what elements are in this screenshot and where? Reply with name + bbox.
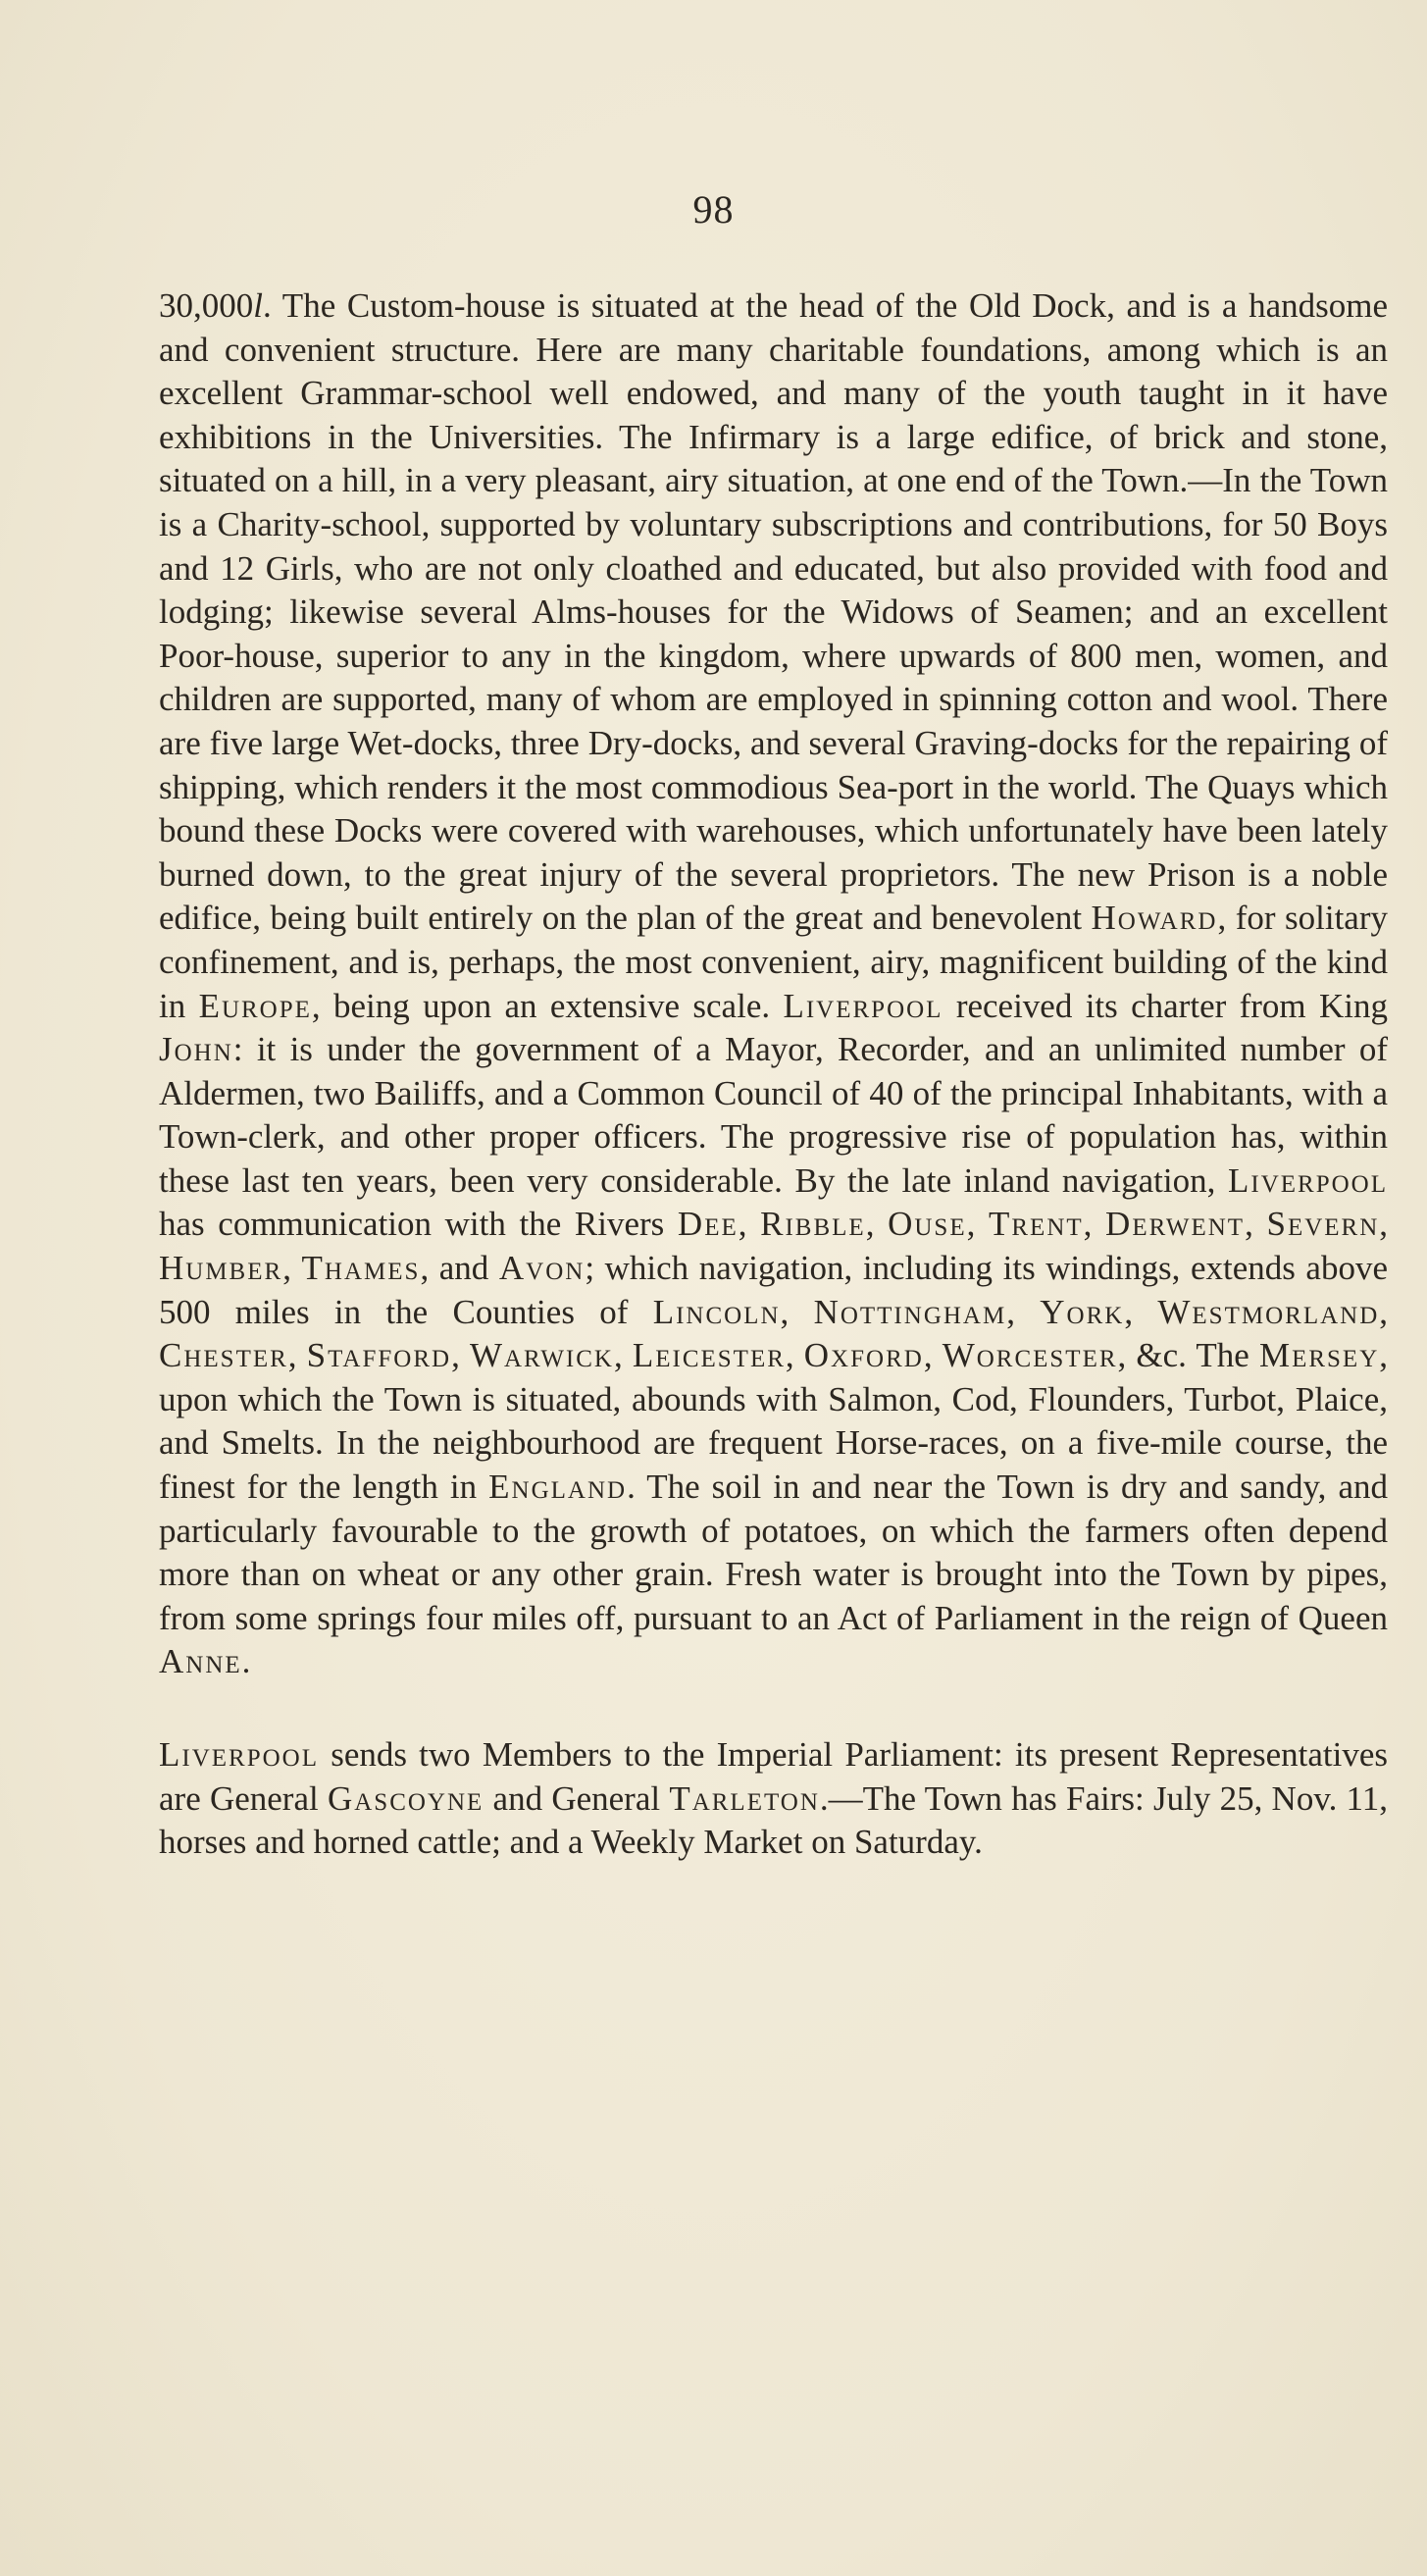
text-run: ,	[923, 1336, 943, 1375]
text-run: Gascoyne	[327, 1778, 484, 1818]
paragraph-1	[159, 284, 1388, 1684]
text-run: ,	[1124, 1292, 1158, 1331]
text-run: Trent	[989, 1205, 1084, 1244]
text-run: Lincoln	[652, 1292, 781, 1331]
text-run: Derwent	[1105, 1205, 1246, 1244]
text-run: Leicester	[632, 1336, 786, 1375]
text-run: Liverpool	[1228, 1160, 1388, 1200]
text-run: ,	[1083, 1205, 1106, 1244]
text-run: ,	[1006, 1292, 1041, 1331]
text-run: Europe	[198, 986, 312, 1025]
text-run: Liverpool	[159, 1735, 319, 1774]
text-run: John	[159, 1030, 233, 1069]
text-run: England	[488, 1468, 628, 1507]
text-run: ,	[1245, 1205, 1267, 1244]
text-run: . The Custom-house is situated at the head of the Old Dock, and is a handsome and convenient structure. Here are many charitable foundations, among which is an excellent Grammar-school well endowed, and many of the youth taught in it have exhibitions in the Universities. The Infirmary is a large edifice, of brick and stone, situated on a hill, in a very pleasant, airy situation, at one end of the Town.—In the Town is a Charity-school, supported by voluntary subscriptions and contributions, for 50 Boys and 12 Girls, who are not only cloathed and educated, but also provided with food and lodging; likewise several Alms-houses for the Widows of Seamen; and an excellent Poor-house, superior to any in the kingdom, where upwards of 800 men, women, and children are supported, many of whom are employed in spinning cotton and wool. There are five large Wet-docks, three Dry-docks, and several Graving-docks for the repairing of shipping, which renders it the most commodious Sea-port in the world. The Quays which bound these Docks were covered with warehouses, which unfortunately have been lately burned down, to the great injury of the several proprietors. The new Prison is a noble edifice, being built entirely on the plan of the great and benevolent	[159, 286, 1388, 938]
text-run: sends two Members to the Imperial Parliament: its present Representatives are General	[159, 1735, 1388, 1818]
text-run: Ouse	[888, 1205, 967, 1244]
text-run: ,	[865, 1205, 889, 1244]
text-run: ,	[966, 1205, 989, 1244]
text-run: Severn	[1266, 1205, 1380, 1244]
text-run: : it is under the government of a Mayor, Recorder, and an unlimited number of Aldermen, two Bailiffs, and a Common Council of 40 of the principal Inhabitants, with a Town-clerk, and other proper officers. The progressive rise of population has, within these last ten years, been very considerable. By the late inland navigation,	[159, 1030, 1388, 1200]
text-run: Nottingham	[813, 1292, 1007, 1331]
text-run: Mersey	[1258, 1336, 1380, 1375]
text-run: Howard	[1091, 899, 1218, 938]
text-run: Thames	[301, 1249, 421, 1288]
text-run: received its charter from King	[943, 986, 1388, 1025]
text-run: Dee	[677, 1205, 739, 1244]
text-run: Chester	[159, 1336, 288, 1375]
text-run: ; which navigation, including its windings, extends above 500 miles in the Counties of	[159, 1249, 1389, 1331]
text-run: Worcester	[942, 1336, 1118, 1375]
text-run: Ribble	[760, 1205, 866, 1244]
text-run: Westmorland	[1157, 1292, 1380, 1331]
text-run: Warwick	[469, 1336, 614, 1375]
text-run: ,	[780, 1292, 814, 1331]
text-run: Anne	[159, 1642, 242, 1681]
text-run: York	[1040, 1292, 1125, 1331]
text-run: . The soil in and near the Town is dry and sandy, and particularly favourable to the growth of potatoes, on which the farmers often depend more than on wheat or any other grain. Fresh water is brought into the Town by pipes, from some springs four miles off, pursuant to an Act of Parliament in the reign of Queen	[159, 1468, 1388, 1637]
text-run: .—The Town has Fairs: July 25, Nov. 11, horses and horned cattle; and a Weekly Market on Saturday.	[159, 1778, 1389, 1862]
text-run: , upon which the Town is situated, abounds with Salmon, Cod, Flounders, Turbot, Plaice, and Smelts. In the neighbourhood are frequent Horse-races, on a five-mile course, the finest for the length in	[159, 1336, 1388, 1507]
text-run: Avon	[498, 1249, 586, 1288]
text-run: , and	[420, 1249, 499, 1288]
text-run: l	[253, 286, 263, 325]
text-run: ,	[1379, 1205, 1389, 1244]
text-run: ,	[1379, 1292, 1388, 1331]
text-run: ,	[287, 1336, 307, 1375]
paragraph-2	[159, 1733, 1388, 1865]
text-run: Liverpool	[783, 986, 943, 1025]
text-run: , &c. The	[1117, 1336, 1259, 1375]
text-run: ,	[613, 1336, 633, 1375]
text-run: Stafford	[306, 1336, 452, 1375]
text-run: , for solitary confinement, and is, perhaps, the most convenient, airy, magnificent building of the kind in	[159, 899, 1388, 1025]
page-number: 98	[692, 187, 735, 232]
text-run: and General	[484, 1778, 670, 1818]
text-run: Humber	[159, 1249, 283, 1288]
text-run: .	[241, 1642, 251, 1681]
text-run: ,	[282, 1249, 302, 1288]
text-run: ,	[785, 1336, 804, 1375]
text-run: Oxford	[803, 1336, 924, 1375]
text-run: has communication with the Rivers	[159, 1205, 678, 1244]
text-run: ,	[451, 1336, 470, 1375]
text-run: Tarleton	[669, 1778, 820, 1818]
text-run: ,	[738, 1205, 761, 1244]
body-text	[159, 284, 1388, 1865]
text-run: 30,000	[159, 286, 254, 325]
text-run: , being upon an extensive scale.	[311, 986, 784, 1025]
